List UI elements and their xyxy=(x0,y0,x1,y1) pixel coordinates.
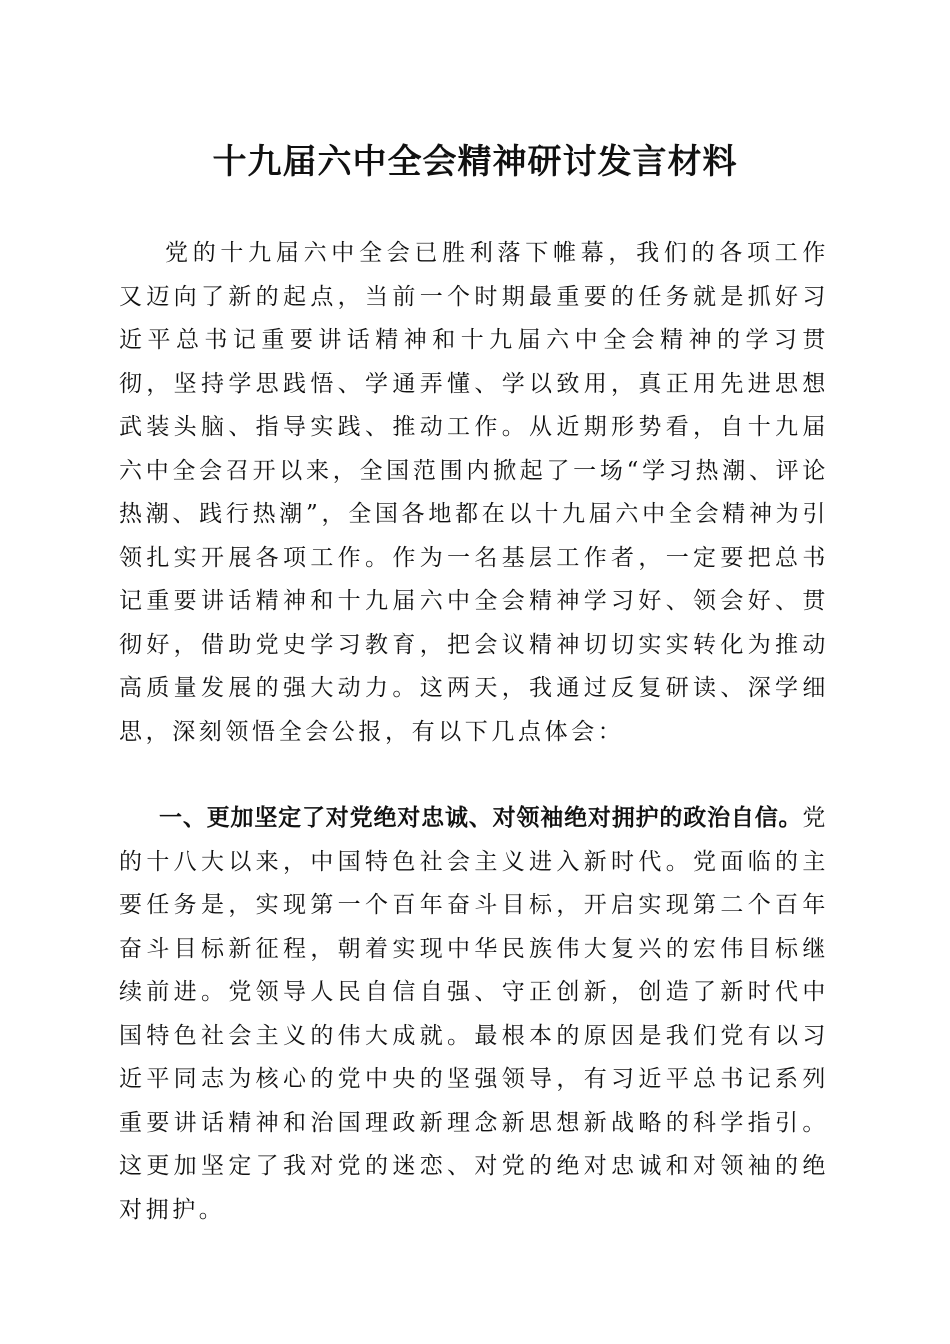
section-1-paragraph xyxy=(119,797,829,1232)
document-title: 十九届六中全会精神研讨发言材料 xyxy=(212,142,738,182)
section-1-heading: 一、更加坚定了对党绝对忠诚、对领袖绝对拥护的政治自信。 xyxy=(159,805,803,831)
intro-paragraph: 党的十九届六中全会已胜利落下帷幕，我们的各项工作又迈向了新的起点，当前一个时期最重要的任务就是抓好习近平总书记重要讲话精神和十九届六中全会精神的学习贯彻，坚持学思践悟、学通弄懂、学以致用，真正用先进思想武装头脑、指导实践、推动工作。从近期形势看，自十九届六中全会召开以来，全国范围内掀起了一场“学习热潮、评论热潮、践行热潮”，全国各地都在以十九届六中全会精神为引领扎实开展各项工作。作为一名基层工作者，一定要把总书记重要讲话精神和十九届六中全会精神学习好、领会好、贯彻好，借助党史学习教育，把会议精神切切实实转化为推动高质量发展的强大动力。这两天，我通过反复研读、深学细思，深刻领悟全会公报，有以下几点体会： xyxy=(119,240,829,745)
section-1-body: 党的十八大以来，中国特色社会主义进入新时代。党面临的主要任务是，实现第一个百年奋斗目标，开启实现第二个百年奋斗目标新征程，朝着实现中华民族伟大复兴的宏伟目标继续前进。党领导人民自信自强、守正创新，创造了新时代中国特色社会主义的伟大成就。最根本的原因是我们党有以习近平同志为核心的党中央的坚强领导，有习近平总书记系列重要讲话精神和治国理政新理念新思想新战略的科学指引。这更加坚定了我对党的迷恋、对党的绝对忠诚和对领袖的绝对拥护。 xyxy=(119,805,829,1223)
